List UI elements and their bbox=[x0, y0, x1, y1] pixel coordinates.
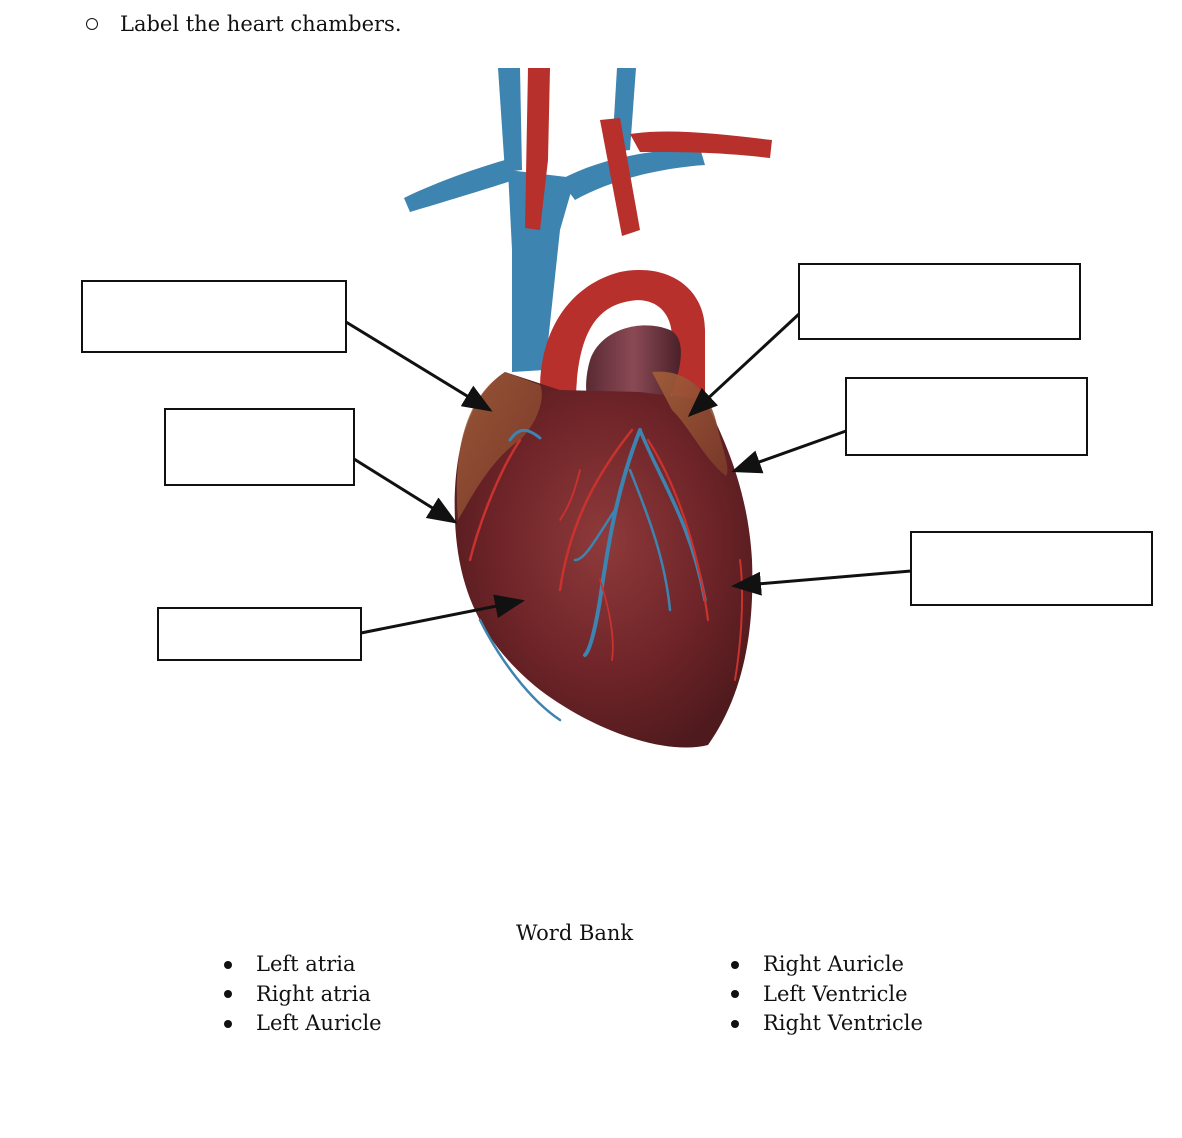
word-bank-item: Right Ventricle bbox=[731, 1009, 923, 1039]
bullet-icon bbox=[731, 1020, 739, 1028]
bullet-icon bbox=[731, 961, 739, 969]
word-bank-item: Right atria bbox=[224, 980, 382, 1010]
label-box-3[interactable] bbox=[158, 608, 361, 660]
great-vessels bbox=[404, 68, 772, 440]
arrow-2 bbox=[354, 459, 455, 522]
arrow-4 bbox=[690, 314, 799, 415]
label-box-6[interactable] bbox=[911, 532, 1152, 605]
word-bank-left-column bbox=[224, 950, 382, 1039]
label-box-5[interactable] bbox=[846, 378, 1087, 455]
word-bank-item: Left Ventricle bbox=[731, 980, 923, 1010]
word-bank-title: Word Bank bbox=[516, 921, 634, 945]
arrow-5 bbox=[734, 431, 846, 471]
word-bank-item: Right Auricle bbox=[731, 950, 923, 980]
bullet-icon bbox=[224, 1020, 232, 1028]
arrow-6 bbox=[734, 571, 911, 586]
instruction-text: Label the heart chambers. bbox=[120, 12, 402, 36]
heart-body bbox=[455, 372, 753, 748]
arrow-1 bbox=[346, 322, 490, 410]
word-bank-right-column bbox=[731, 950, 923, 1039]
bullet-icon bbox=[224, 990, 232, 998]
label-box-1[interactable] bbox=[82, 281, 346, 352]
bullet-icon bbox=[731, 990, 739, 998]
label-box-2[interactable] bbox=[165, 409, 354, 485]
bullet-icon bbox=[224, 961, 232, 969]
word-bank-item: Left Auricle bbox=[224, 1009, 382, 1039]
word-bank-item: Left atria bbox=[224, 950, 382, 980]
label-box-4[interactable] bbox=[799, 264, 1080, 339]
